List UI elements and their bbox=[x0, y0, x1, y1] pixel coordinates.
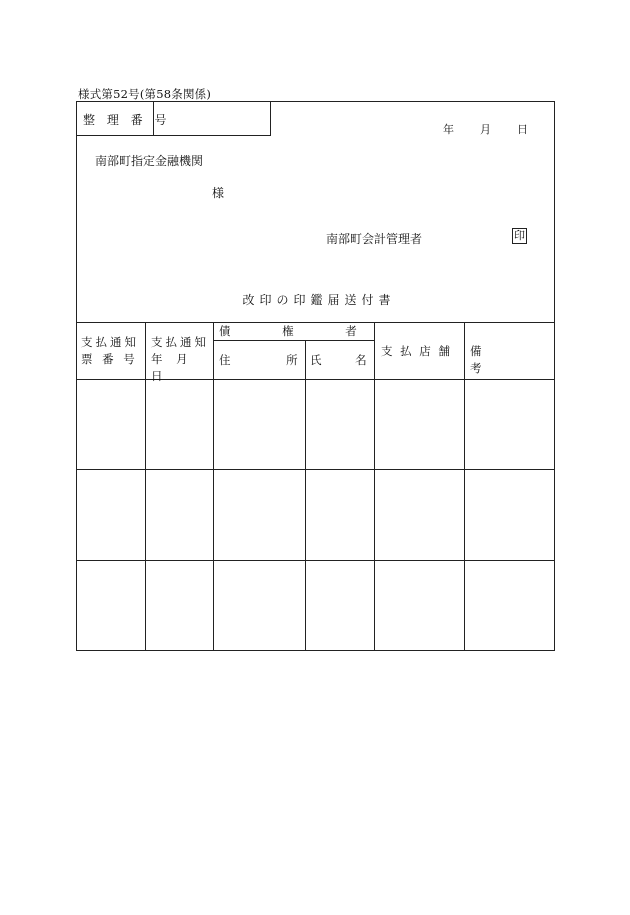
header-remarks: 備 考 bbox=[470, 344, 482, 375]
date-line bbox=[443, 121, 528, 137]
cell-remarks-3[interactable] bbox=[465, 561, 554, 650]
cell-notice-date-3[interactable] bbox=[146, 561, 213, 650]
date-day[interactable]: 日 bbox=[517, 123, 528, 136]
header-name: 氏 名 bbox=[310, 353, 367, 367]
seiri-bangou-label: 整 理 番 号 bbox=[83, 113, 171, 127]
cell-address-1[interactable] bbox=[214, 380, 305, 469]
header-notice-date-line1: 支払通知 bbox=[151, 335, 209, 349]
seiri-bangou-value[interactable] bbox=[156, 104, 268, 133]
date-month[interactable]: 月 bbox=[480, 123, 491, 136]
cell-name-3[interactable] bbox=[306, 561, 374, 650]
cell-voucher-no-2[interactable] bbox=[77, 470, 145, 560]
cell-voucher-no-1[interactable] bbox=[77, 380, 145, 469]
date-year[interactable]: 年 bbox=[443, 123, 454, 136]
header-creditor: 債 権 者 bbox=[219, 324, 357, 338]
cell-voucher-no-3[interactable] bbox=[77, 561, 145, 650]
cell-remarks-1[interactable] bbox=[465, 380, 554, 469]
cell-branch-1[interactable] bbox=[375, 380, 464, 469]
header-voucher-no-line1: 支払通知 bbox=[81, 335, 139, 349]
cell-remarks-2[interactable] bbox=[465, 470, 554, 560]
sender-name: 南部町会計管理者 bbox=[326, 232, 423, 246]
cell-branch-3[interactable] bbox=[375, 561, 464, 650]
addressee-honorific: 様 bbox=[212, 186, 225, 200]
cell-address-2[interactable] bbox=[214, 470, 305, 560]
header-voucher-no-line2: 票 番 号 bbox=[81, 352, 138, 366]
creditor-subheader-line bbox=[213, 340, 374, 341]
cell-address-3[interactable] bbox=[214, 561, 305, 650]
document-title: 改印の印鑑届送付書 bbox=[242, 293, 396, 307]
form-number: 様式第52号(第58条関係) bbox=[78, 87, 212, 101]
cell-name-2[interactable] bbox=[306, 470, 374, 560]
seal-mark: 印 bbox=[514, 229, 525, 242]
cell-name-1[interactable] bbox=[306, 380, 374, 469]
cell-notice-date-1[interactable] bbox=[146, 380, 213, 469]
header-address: 住 所 bbox=[219, 353, 298, 367]
header-notice-date-line2: 年 月 日 bbox=[151, 352, 193, 383]
header-notice-date bbox=[151, 334, 211, 385]
header-voucher-no bbox=[81, 334, 141, 368]
addressee-bank: 南部町指定金融機関 bbox=[95, 154, 204, 168]
header-branch: 支 払 店 舗 bbox=[381, 344, 452, 358]
cell-notice-date-2[interactable] bbox=[146, 470, 213, 560]
cell-branch-2[interactable] bbox=[375, 470, 464, 560]
